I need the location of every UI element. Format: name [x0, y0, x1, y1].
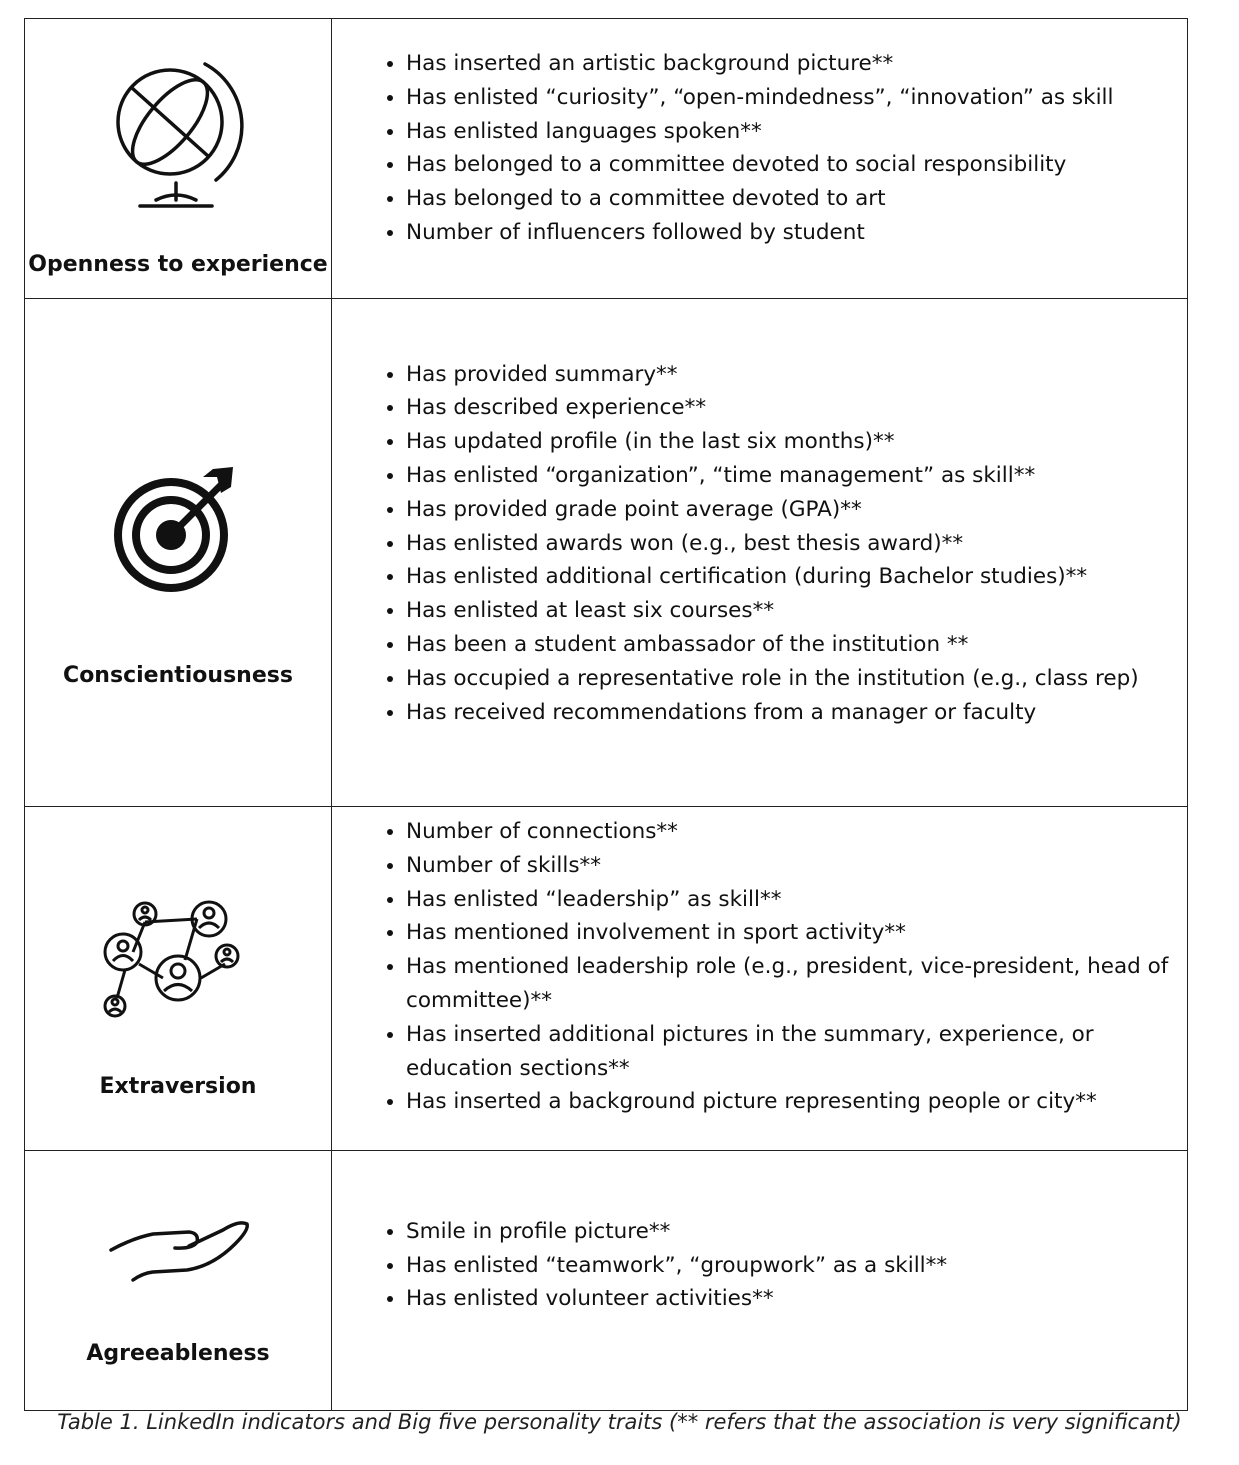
indicator-list-cell: [332, 1151, 1188, 1411]
indicator-list-cell: [332, 19, 1188, 299]
indicator-list: [332, 1215, 1187, 1316]
indicator-list: [332, 358, 1187, 730]
list-item: • Has enlisted “curiosity”, “open-mindedness”, “innovation” as skill: [406, 81, 1177, 115]
target-icon: [113, 463, 243, 593]
list-item: • Has enlisted “leadership” as skill**: [406, 883, 1177, 917]
list-item: • Number of influencers followed by student: [406, 216, 1177, 250]
trait-cell: [25, 19, 332, 299]
open-hand-icon: [103, 1216, 253, 1286]
list-item: • Has inserted additional pictures in the summary, experience, or education sections**: [406, 1018, 1177, 1086]
indicators-table: [24, 18, 1188, 1411]
table-row: [25, 807, 1188, 1151]
trait-name: Agreeableness: [86, 1340, 270, 1366]
table-caption: Table 1. LinkedIn indicators and Big five personality traits (** refers that the association is very significant): [57, 1410, 1182, 1434]
list-item: • Has mentioned involvement in sport activity**: [406, 916, 1177, 950]
list-item: • Has been a student ambassador of the institution **: [406, 628, 1177, 662]
list-item: • Has occupied a representative role in the institution (e.g., class rep): [406, 662, 1177, 696]
trait-cell: [25, 1151, 332, 1411]
list-item: • Has updated profile (in the last six months)**: [406, 425, 1177, 459]
trait-name: Conscientiousness: [63, 663, 293, 688]
trait-cell: [25, 807, 332, 1151]
list-item: • Has described experience**: [406, 391, 1177, 425]
trait-cell: [25, 299, 332, 807]
table-row: [25, 19, 1188, 299]
table-row: [25, 1151, 1188, 1411]
indicator-list-cell: [332, 807, 1188, 1151]
trait-name: Extraversion: [99, 1074, 257, 1099]
list-item: • Has provided summary**: [406, 358, 1177, 392]
list-item: • Has enlisted at least six courses**: [406, 594, 1177, 628]
list-item: • Has enlisted volunteer activities**: [406, 1282, 1177, 1316]
trait-name: Openness to experience: [28, 252, 328, 277]
list-item: • Has belonged to a committee devoted to social responsibility: [406, 148, 1177, 182]
list-item: • Has provided grade point average (GPA)**: [406, 493, 1177, 527]
list-item: • Has enlisted awards won (e.g., best thesis award)**: [406, 527, 1177, 561]
list-item: • Has enlisted “teamwork”, “groupwork” as a skill**: [406, 1249, 1177, 1283]
list-item: • Has inserted an artistic background picture**: [406, 47, 1177, 81]
list-item: • Has enlisted additional certification (during Bachelor studies)**: [406, 560, 1177, 594]
list-item: • Has enlisted languages spoken**: [406, 115, 1177, 149]
list-item: • Has received recommendations from a manager or faculty: [406, 696, 1177, 730]
list-item: • Has inserted a background picture representing people or city**: [406, 1085, 1177, 1119]
list-item: • Smile in profile picture**: [406, 1215, 1177, 1249]
list-item: • Has enlisted “organization”, “time management” as skill**: [406, 459, 1177, 493]
list-item: • Number of connections**: [406, 815, 1177, 849]
network-icon: [103, 894, 253, 1024]
list-item: • Has belonged to a committee devoted to art: [406, 182, 1177, 216]
list-item: • Has mentioned leadership role (e.g., president, vice-president, head of committee)**: [406, 950, 1177, 1018]
list-item: • Number of skills**: [406, 849, 1177, 883]
indicator-list-cell: [332, 299, 1188, 807]
globe-icon: [108, 50, 248, 210]
indicator-list: [332, 815, 1187, 1119]
indicator-list: [332, 47, 1187, 250]
table-row: [25, 299, 1188, 807]
